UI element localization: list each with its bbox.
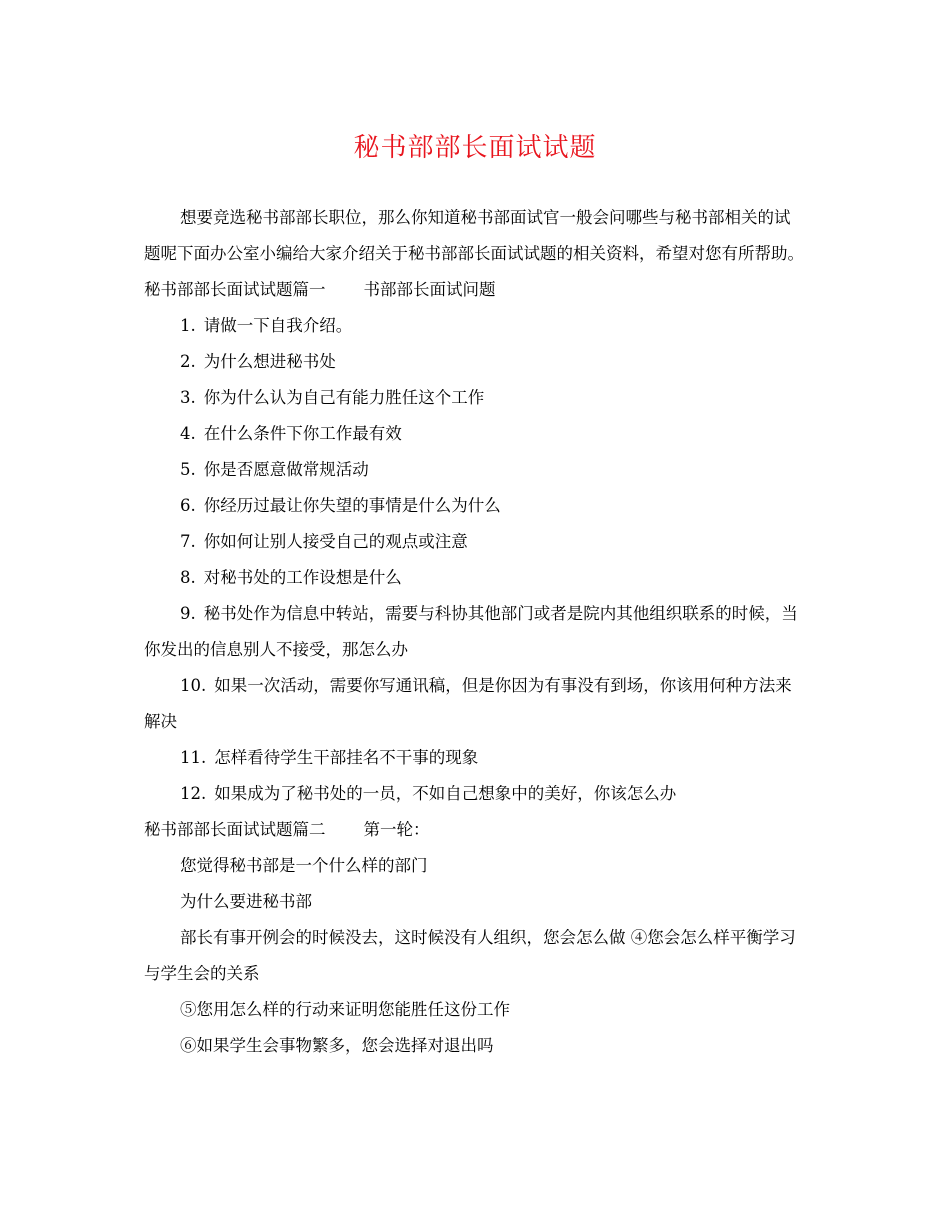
section2-heading-line bbox=[144, 812, 806, 848]
question-item: 7. 你如何让别人接受自己的观点或注意 bbox=[180, 532, 468, 551]
question-item: 1. 请做一下自我介绍。 bbox=[180, 316, 353, 335]
document-body bbox=[144, 200, 806, 1064]
round-question: 部长有事开例会的时候没去，这时候没有人组织，您会怎么做 ④您会怎么样平衡学习与学生会的关系 bbox=[144, 928, 796, 983]
question-item: 12. 如果成为了秘书处的一员，不如自己想象中的美好，你该怎么办 bbox=[180, 784, 677, 803]
question-item: 3. 你为什么认为自己有能力胜任这个工作 bbox=[180, 388, 485, 407]
section1-subheading: 书部部长面试问题 bbox=[363, 280, 496, 299]
section2-subheading: 第一轮： bbox=[363, 820, 430, 839]
intro-paragraph: 想要竞选秘书部部长职位，那么你知道秘书部面试官一般会问哪些与秘书部相关的试题呢下面办公室小编给大家介绍关于秘书部部长面试试题的相关资料，希望对您有所帮助。 bbox=[144, 208, 804, 263]
question-item: 5. 你是否愿意做常规活动 bbox=[180, 460, 369, 479]
section1-heading: 秘书部部长面试试题篇一 bbox=[144, 280, 326, 299]
section1-heading-line bbox=[144, 272, 806, 308]
round-question: 为什么要进秘书部 bbox=[180, 892, 312, 911]
question-item: 2. 为什么想进秘书处 bbox=[180, 352, 336, 371]
round-question: ⑥如果学生会事物繁多，您会选择对退出吗 bbox=[180, 1036, 494, 1055]
question-item: 10. 如果一次活动，需要你写通讯稿，但是你因为有事没有到场，你该用何种方法来解决 bbox=[144, 676, 792, 731]
question-item: 4. 在什么条件下你工作最有效 bbox=[180, 424, 402, 443]
section2-heading: 秘书部部长面试试题篇二 bbox=[144, 820, 326, 839]
round-question: ⑤您用怎么样的行动来证明您能胜任这份工作 bbox=[180, 1000, 510, 1019]
round-question: 您觉得秘书部是一个什么样的部门 bbox=[180, 856, 428, 875]
question-item: 8. 对秘书处的工作设想是什么 bbox=[180, 568, 402, 587]
question-item: 11. 怎样看待学生干部挂名不干事的现象 bbox=[180, 748, 479, 767]
document-title: 秘书部部长面试试题 bbox=[353, 133, 597, 163]
question-item: 9. 秘书处作为信息中转站，需要与科协其他部门或者是院内其他组织联系的时候，当你发出的信息别人不接受，那怎么办 bbox=[144, 604, 798, 659]
question-item: 6. 你经历过最让你失望的事情是什么为什么 bbox=[180, 496, 501, 515]
